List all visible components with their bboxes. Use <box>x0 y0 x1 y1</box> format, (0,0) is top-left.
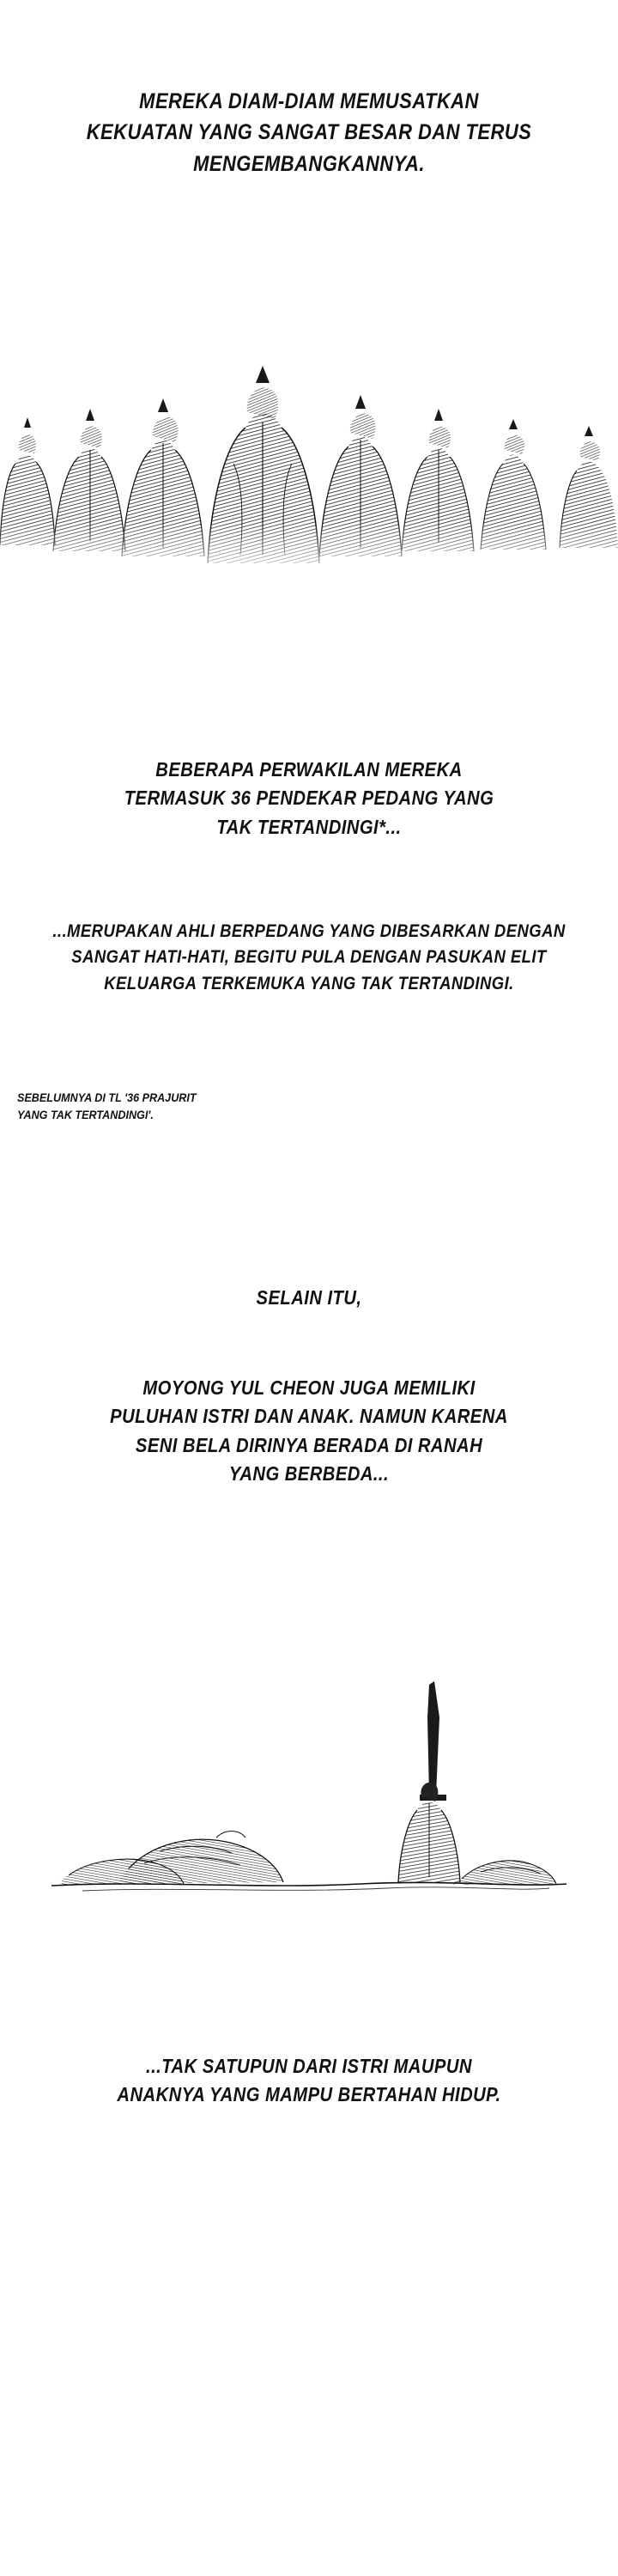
caption-text-5 <box>37 1374 581 1488</box>
caption-line: BEBERAPA PERWAKILAN MEREKA <box>155 758 463 781</box>
caption-line: TAK TERTANDINGI*... <box>216 815 402 838</box>
caption-line: MENGEMBANGKANNYA. <box>193 151 425 176</box>
caption-line: MOYONG YUL CHEON JUGA MEMILIKI <box>142 1376 476 1399</box>
caption-text-6 <box>37 2052 581 2110</box>
caption-line: PULUHAN ISTRI DAN ANAK. NAMUN KARENA <box>110 1405 508 1428</box>
caption-line: ANAKNYA YANG MAMPU BERTAHAN HIDUP. <box>117 2083 501 2106</box>
caption-block-6 <box>0 2052 618 2110</box>
caption-line: ...MERUPAKAN AHLI BERPEDANG YANG DIBESARKAN DENGAN <box>52 921 566 941</box>
footnote-line: SEBELUMNYA DI TL '36 PRAJURIT <box>17 1091 197 1104</box>
artwork-swordsman-and-fallen <box>0 1666 618 1949</box>
caption-line: TERMASUK 36 PENDEKAR PEDANG YANG <box>124 787 494 810</box>
caption-line: SENI BELA DIRINYA BERADA DI RANAH <box>135 1433 483 1456</box>
caption-line: ...TAK SATUPUN DARI ISTRI MAUPUN <box>146 2055 472 2077</box>
caption-line: SANGAT HATI-HATI, BEGITU PULA DENGAN PASUKAN ELIT <box>71 947 547 968</box>
caption-line: KEKUATAN YANG SANGAT BESAR DAN TERUS <box>86 120 532 145</box>
caption-block-2 <box>0 756 618 841</box>
caption-text-2 <box>37 756 581 841</box>
caption-line: YANG BERBEDA... <box>228 1462 390 1485</box>
caption-line: KELUARGA TERKEMUKA YANG TAK TERTANDINGI. <box>104 973 514 993</box>
caption-line: SELAIN ITU, <box>256 1286 362 1309</box>
artwork-cloaked-warriors <box>0 361 618 584</box>
footnote-line: YANG TAK TERTANDINGI'. <box>17 1108 154 1122</box>
caption-line: MEREKA DIAM-DIAM MEMUSATKAN <box>139 89 479 113</box>
caption-block-1 <box>0 86 618 179</box>
caption-block-5 <box>0 1374 618 1488</box>
caption-text-4 <box>37 1284 581 1312</box>
footnote-block <box>17 1089 197 1124</box>
caption-block-3 <box>0 919 618 997</box>
caption-text-3 <box>37 919 581 997</box>
caption-text-1 <box>37 86 581 179</box>
caption-block-4 <box>0 1284 618 1312</box>
